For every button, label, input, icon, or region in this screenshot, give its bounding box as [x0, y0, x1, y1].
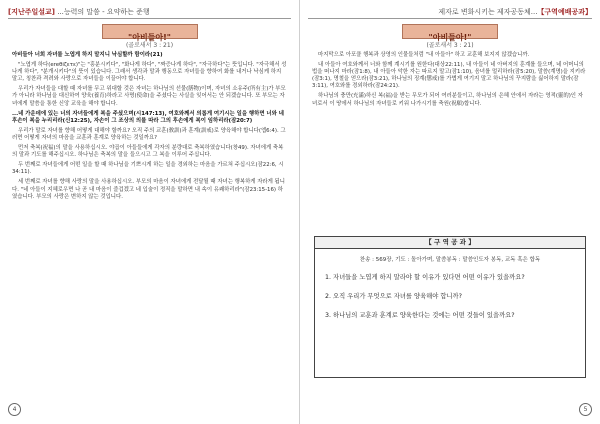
right-paragraph: 하나님의 충만(充滿)하신 복(福)을 받는 무모가 되어 여러분들이고, 하나님의 은혜 안에서 자라는 영적(靈的)인 자녀로서 이 땅에서 하나님의 자녀들로 키워 나가시기를 축원(祝願)합니다.: [312, 93, 583, 107]
left-paragraph: "노엽게 하다(ereθiζετε)"는 "흥분시키다", "화나게 하다", "짜증나게 하다", "자극하다"는 뜻입니다. "자극해서 성나게 하다", "분개시키다"의 뜻이 있습니다. 그래서 생각과 말과 행동으로 자녀들을 향하여 화를 내거나 낙심케 하지 말고, 칭찬과 격려와 사랑으로 자녀들을 이끌어야 합니다.: [12, 62, 287, 83]
left-paragraph: 우리가 말로 자녀를 향해 어떻게 대해야 할까요? 오직 주의 교훈(敎訓)과 훈계(訓戒)로 양육해야 합니다(엡6:4). 그러면 어떻게 자녀의 마음을 교훈과 훈계로 양육하는 것일까요?: [12, 127, 286, 141]
study-question: 2. 오직 우리가 무엇으로 자녀를 양육해야 합니까?: [325, 293, 462, 300]
left-title: "아비들아!": [128, 33, 171, 42]
right-body: [312, 52, 588, 111]
study-guide-order: 찬송 : 569장, 기도 : 돌아가며, 말씀봉독 : 말씀인도자 봉독, 교독 혹은 합독: [359, 257, 541, 263]
right-header: [308, 8, 592, 17]
right-header-text: 제자로 변화시키는 제자공동체...: [438, 8, 538, 16]
right-header-tag: 【구역예배공과】: [537, 8, 592, 16]
left-subref: (골로새서 3 : 21): [125, 42, 174, 49]
right-page: [300, 0, 600, 424]
left-paragraph: 우리가 자녀들을 대할 때 자녀를 무고 위대할 것은 자녀는 하나님의 선물(膳物)이며, 자녀의 소유주(所有主)가 부모가 아니라 하나님을 대신하여 양육(養育)하라고 사명(使命)을 주셨다는 사실을 잊어서는 안 되겠습니다. 또 부모는 자녀에게 말씀을 통한 신앙 교육을 해야 합니다.: [12, 86, 286, 107]
left-paragraph: 세 번째로 자녀를 향해 사랑의 말을 사용하십시오. 부모의 마음이 자녀에게 전달될 때 자녀는 행복하게 자라게 됩니다. "네 아들이 지혜로우면 나 곧 내 마음이 즐겁겠고 네 입술이 정직을 말하면 내 속이 유쾌하리라"(잠23:15-16) 하였습니다. 부모의 사랑은 변하지 않는 것입니다.: [12, 179, 285, 200]
left-scripture: ...네 가운데에 있는 너의 자녀들에게 복을 주셨으며(시147:13), 여호와께서 의롭게 여기시는 일을 행하면 너와 네 후손이 복을 누리리라(신12:25), 자손이 그 조상의 의를 따라 그의 후손에게 복이 임하리라(잠20:7): [12, 110, 284, 124]
left-header-rule: [8, 18, 291, 19]
left-paragraph: 두 번째로 자녀들에게 어떤 일을 할 때 하나님을 기쁘시게 하는 일을 경외하는 마음을 가르쳐 주십시오(잠22:6, 시34:11).: [12, 162, 284, 176]
right-title-box: [402, 24, 498, 42]
study-guide-box: [314, 236, 586, 378]
left-header-tag: [지난주일설교]: [8, 8, 55, 16]
study-guide-heading: 【 구 역 공 과 】: [315, 237, 585, 249]
right-page-number: 5: [579, 403, 592, 416]
left-header: [8, 8, 291, 17]
study-question: 3. 하나님의 교훈과 훈계로 양육한다는 것에는 어떤 것들이 있을까요?: [325, 312, 515, 319]
left-title-box: [102, 24, 198, 42]
left-body: [12, 52, 287, 204]
left-paragraph: 먼저 축복(祝福)의 말을 사용하십시오. 야곱이 아들들에게 각자의 분량대로 축복하였습니다(창49). 자녀에게 축복의 말과 기도를 해주십시오. 하나님은 축복의 말을 들으시고 그 복을 이루어 주십니다.: [12, 145, 284, 159]
right-paragraph: 마지막으로 아포클 행복과 상영의 인물들처럼 "내 아들아" 하고 교훈해 보지지 않겠습니까.: [318, 52, 530, 58]
right-subref: (골로새서 3 : 21): [426, 42, 474, 49]
left-header-text: ...능력의 말씀 - 요약하는 준행: [54, 8, 150, 16]
left-page-number: 4: [8, 403, 21, 416]
right-header-rule: [308, 18, 592, 19]
study-question: 1. 자녀들을 노엽게 하지 말라야 할 이유가 있다면 어떤 이유가 있을까요?: [325, 274, 525, 281]
left-verse: 아비들아 너희 자녀를 노엽게 하지 말지니 낙심할까 함이라(21): [12, 52, 163, 58]
right-title: "아비들아!": [428, 33, 472, 42]
right-paragraph: 내 아들아 여호와께서 너와 함께 계시기를 원한다(대상22:11), 내 아들이 네 아버지의 훈계를 들으며, 네 어머니의 법을 떠나지 마라(잠1:8), 내 아들아 악한 자는 따르지 말고(잠1:10), 음녀를 멀리하라(잠5:20), 말씀(계명)을 지키라(잠3:1), 명철을 얻으라(잠3:21), 하나님의 징계(懲戒)를 가볍게 여기지 말고 하나님의 꾸지람을 싫어하지 말라(잠3:11), 여호와를 경외하라(잠24:21).: [312, 62, 586, 90]
